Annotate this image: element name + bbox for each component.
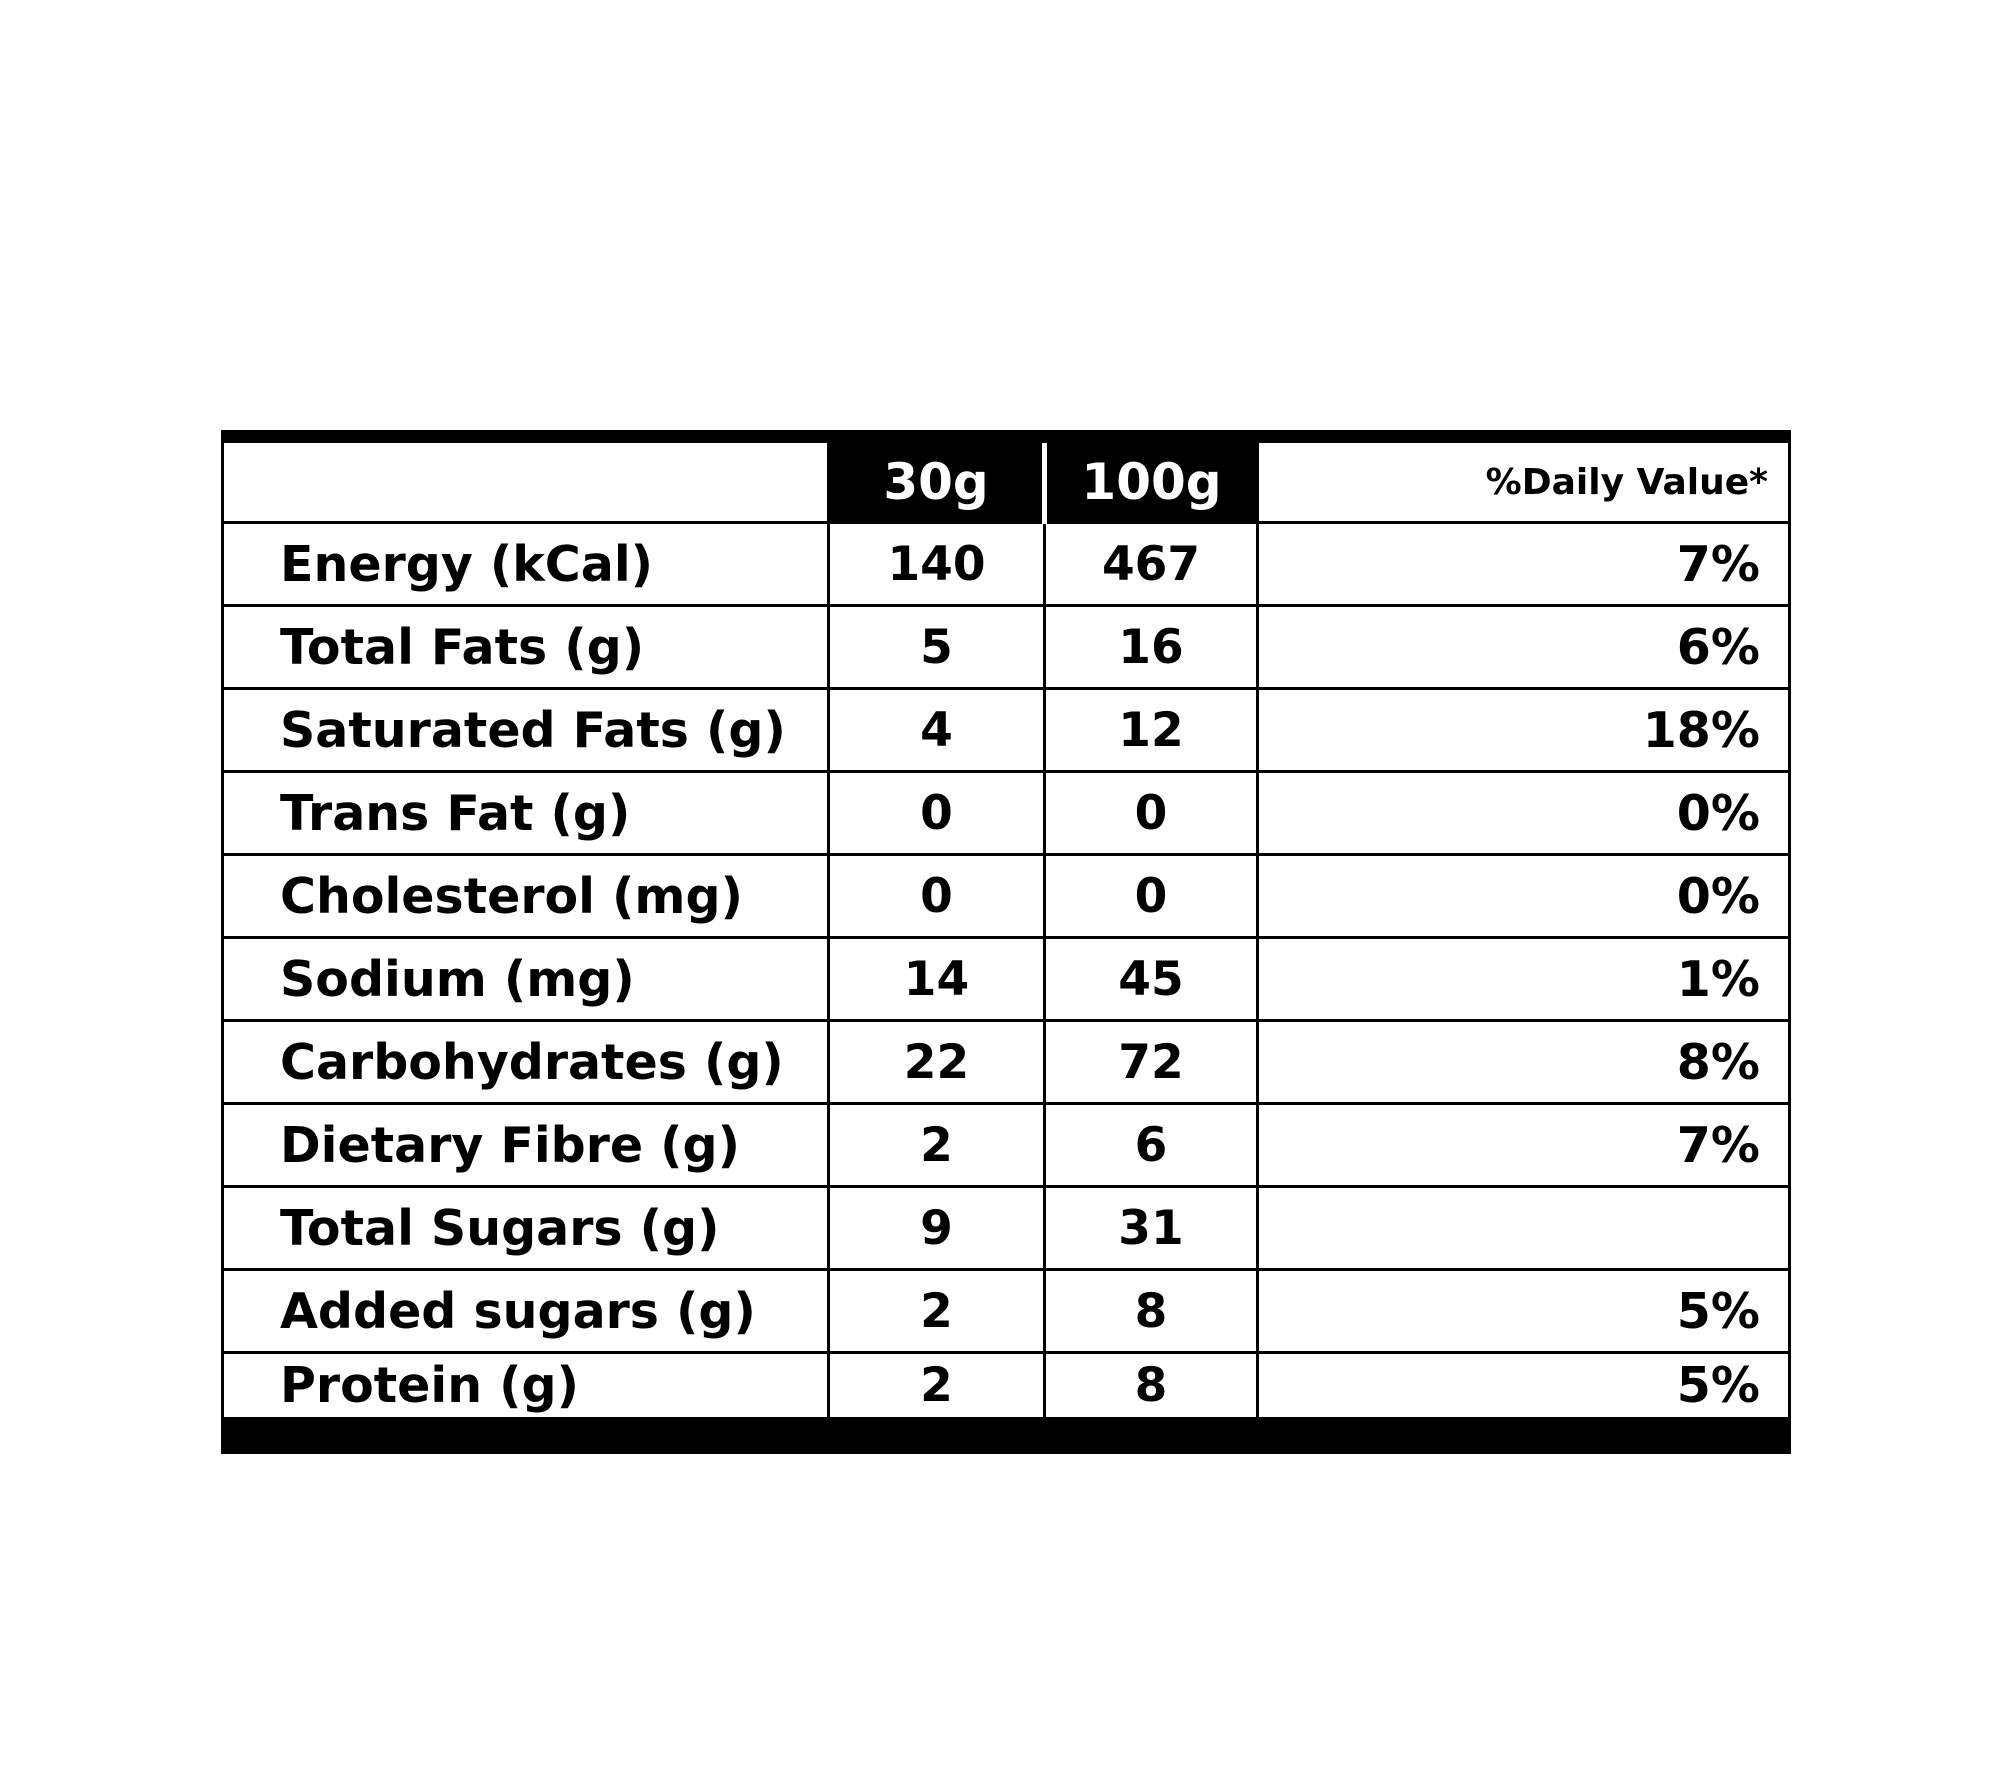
table-row xyxy=(223,1270,1790,1353)
daily-value-percent: 5% xyxy=(1258,1353,1790,1436)
header-per-100g: 100g xyxy=(1045,437,1258,523)
nutrient-name: Carbohydrates (g) xyxy=(223,1021,829,1104)
nutrient-name: Total Fats (g) xyxy=(223,606,829,689)
daily-value-percent: 6% xyxy=(1258,606,1790,689)
table-body xyxy=(223,523,1790,1436)
nutrient-name: Sodium (mg) xyxy=(223,938,829,1021)
value-per-serving: 2 xyxy=(829,1353,1045,1436)
value-per-100g: 8 xyxy=(1045,1353,1258,1436)
nutrient-name: Energy (kCal) xyxy=(223,523,829,606)
value-per-serving: 0 xyxy=(829,772,1045,855)
table-header-row xyxy=(223,437,1790,523)
daily-value-percent: 5% xyxy=(1258,1270,1790,1353)
table-row xyxy=(223,772,1790,855)
nutrition-facts-table xyxy=(221,430,1791,1454)
nutrient-name: Trans Fat (g) xyxy=(223,772,829,855)
value-per-100g: 8 xyxy=(1045,1270,1258,1353)
daily-value-percent: 1% xyxy=(1258,938,1790,1021)
value-per-100g: 467 xyxy=(1045,523,1258,606)
header-nutrient xyxy=(223,437,829,523)
header-daily-value: %Daily Value* xyxy=(1258,437,1790,523)
value-per-serving: 2 xyxy=(829,1104,1045,1187)
table-row xyxy=(223,855,1790,938)
table-row xyxy=(223,1353,1790,1436)
header-serving-size: 30g xyxy=(829,437,1045,523)
value-per-100g: 0 xyxy=(1045,772,1258,855)
value-per-serving: 9 xyxy=(829,1187,1045,1270)
table-row xyxy=(223,606,1790,689)
table-row xyxy=(223,689,1790,772)
value-per-100g: 16 xyxy=(1045,606,1258,689)
value-per-serving: 5 xyxy=(829,606,1045,689)
nutrient-name: Cholesterol (mg) xyxy=(223,855,829,938)
nutrient-name: Added sugars (g) xyxy=(223,1270,829,1353)
value-per-serving: 2 xyxy=(829,1270,1045,1353)
value-per-100g: 31 xyxy=(1045,1187,1258,1270)
nutrient-name: Total Sugars (g) xyxy=(223,1187,829,1270)
value-per-100g: 72 xyxy=(1045,1021,1258,1104)
daily-value-percent: 7% xyxy=(1258,523,1790,606)
daily-value-percent: 0% xyxy=(1258,855,1790,938)
daily-value-percent: 18% xyxy=(1258,689,1790,772)
value-per-serving: 14 xyxy=(829,938,1045,1021)
value-per-serving: 0 xyxy=(829,855,1045,938)
table-row xyxy=(223,1021,1790,1104)
daily-value-percent: 0% xyxy=(1258,772,1790,855)
value-per-100g: 0 xyxy=(1045,855,1258,938)
nutrient-name: Saturated Fats (g) xyxy=(223,689,829,772)
value-per-serving: 140 xyxy=(829,523,1045,606)
table-row xyxy=(223,1104,1790,1187)
table-row xyxy=(223,1187,1790,1270)
nutrient-name: Dietary Fibre (g) xyxy=(223,1104,829,1187)
daily-value-percent xyxy=(1258,1187,1790,1270)
value-per-100g: 45 xyxy=(1045,938,1258,1021)
value-per-100g: 12 xyxy=(1045,689,1258,772)
daily-value-percent: 7% xyxy=(1258,1104,1790,1187)
table-row xyxy=(223,523,1790,606)
value-per-serving: 4 xyxy=(829,689,1045,772)
nutrient-name: Protein (g) xyxy=(223,1353,829,1436)
table-row xyxy=(223,938,1790,1021)
value-per-serving: 22 xyxy=(829,1021,1045,1104)
daily-value-percent: 8% xyxy=(1258,1021,1790,1104)
value-per-100g: 6 xyxy=(1045,1104,1258,1187)
